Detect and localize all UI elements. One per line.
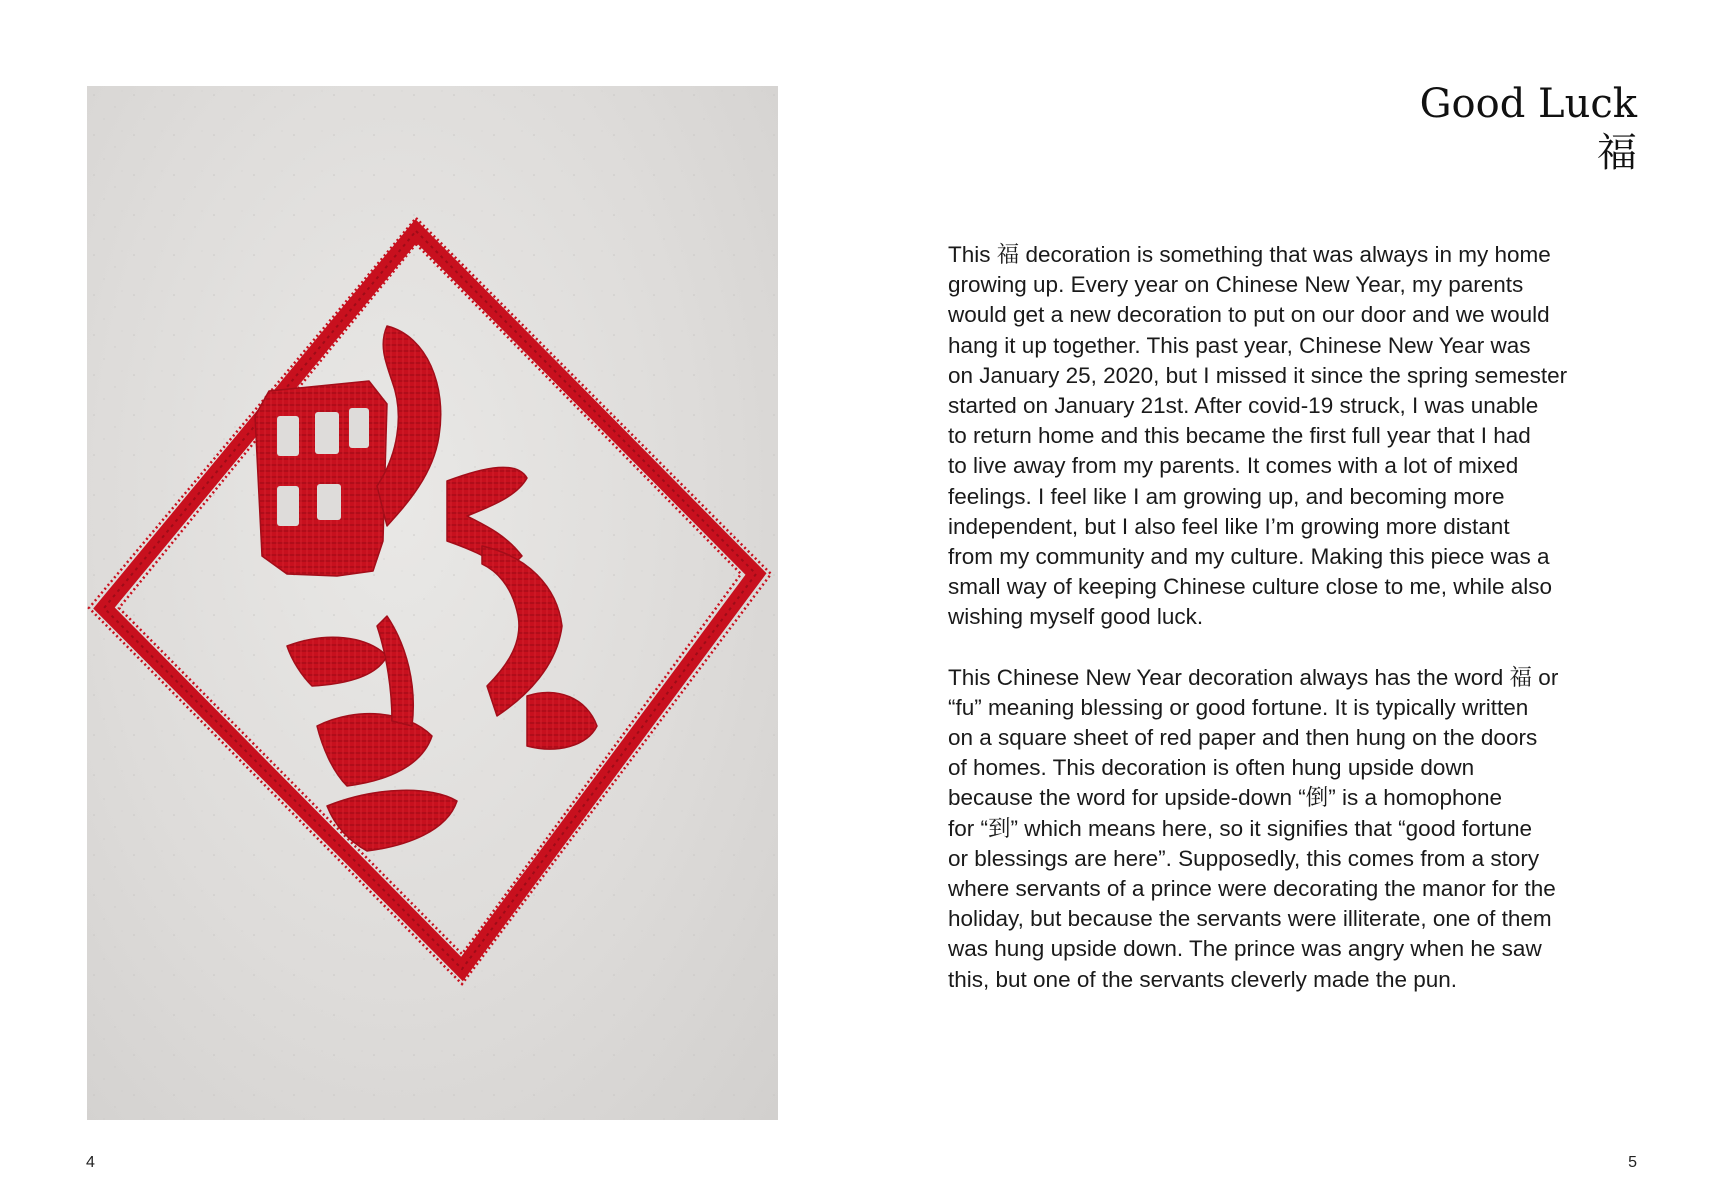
title-block — [1420, 80, 1637, 178]
woven-fu-illustration — [87, 86, 778, 1120]
paragraph-2: This Chinese New Year decoration always has the word 福 or “fu” meaning blessing or good fortune. It is typically written on a square sheet of red paper and then hung on the doors of homes. This decoration is often hung upside down because the word for upside-down “倒” is a homophone for “到” which means here, so it signifies that “good fortune or blessings are here”. Supposedly, this comes from a story where servants of a prince were decorating the manor for the holiday, but because the servants were illiterate, one of them was hung upside down. The prince was angry when he saw this, but one of the servants cleverly made the pun. — [948, 664, 1559, 992]
paragraph-1: This 福 decoration is something that was always in my home growing up. Every year on Chinese New Year, my parents would get a new decoration to put on our door and we would hang it up together. This past year, Chinese New Year was on January 25, 2020, but I missed it since the spring semester started on January 21st. After covid-19 struck, I was unable to return home and this became the first full year that I had to live away from my parents. It comes with a lot of mixed feelings. I feel like I am growing up, and becoming more independent, but I also feel like I’m growing more distant from my community and my culture. Making this piece was a small way of keeping Chinese culture close to me, while also wishing myself good luck. — [948, 242, 1568, 630]
page-number-left: 4 — [86, 1154, 95, 1171]
page-title: Good Luck — [1419, 81, 1637, 127]
body-text — [948, 240, 1643, 1025]
woven-fu-decoration-photo — [87, 86, 778, 1120]
page-number-right: 5 — [1628, 1154, 1637, 1171]
title-character: 福 — [1597, 130, 1637, 176]
